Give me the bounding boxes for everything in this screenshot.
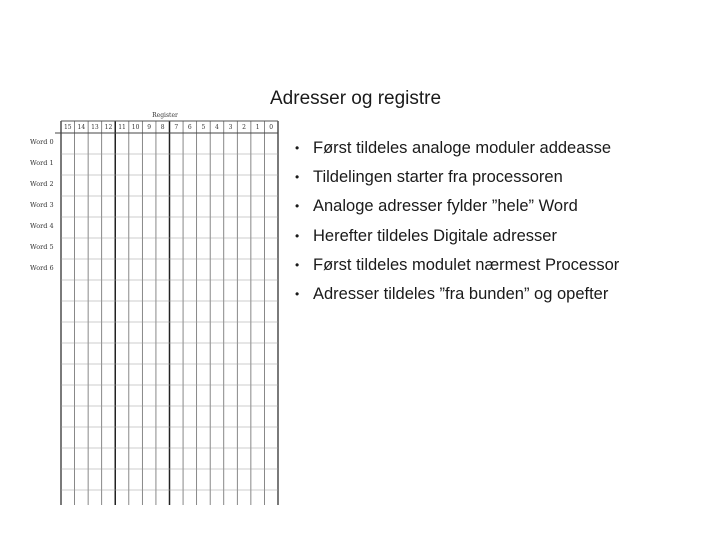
word-label: Word 5: [30, 243, 54, 251]
bullet-text: Analoge adresser fylder ”hele” Word: [313, 197, 578, 216]
bit-label: 11: [118, 124, 126, 131]
bit-label: 3: [228, 124, 233, 131]
bit-label: 8: [160, 124, 165, 131]
word-label: Word 1: [30, 159, 54, 167]
bit-label: 7: [174, 124, 179, 131]
bullet-dot-icon: •: [295, 199, 300, 214]
bit-label: 6: [187, 124, 192, 131]
bullet-dot-icon: •: [295, 170, 300, 185]
word-labels: [30, 138, 54, 272]
grid-lines: [55, 121, 278, 505]
word-label: Word 3: [30, 201, 54, 209]
word-label: Word 6: [30, 264, 54, 272]
word-label: Word 4: [30, 222, 54, 230]
bullet-dot-icon: •: [295, 287, 300, 302]
bit-label: 13: [91, 124, 99, 131]
bit-label: 4: [215, 124, 219, 131]
bit-label: 12: [104, 124, 113, 131]
bit-label: 2: [242, 124, 247, 131]
bit-label: 14: [77, 124, 86, 131]
bullet-text: Først tildeles analoge moduler addeasse: [313, 139, 612, 157]
bullet-text: Tildelingen starter fra processoren: [313, 168, 563, 187]
bullet-text: Først tildeles modulet nærmest Processor: [313, 255, 620, 274]
bit-label: 0: [269, 124, 274, 131]
bit-label: 1: [255, 124, 260, 131]
bullet-text: Herefter tildeles Digitale adresser: [313, 226, 557, 245]
word-label: Word 2: [30, 180, 54, 188]
bullet-text: Adresser tildeles ”fra bunden” og opefter: [313, 285, 609, 304]
bit-labels: [64, 124, 273, 131]
bullet-dot-icon: •: [295, 141, 300, 155]
slide-title: Adresser og registre: [270, 88, 442, 109]
word-label: Word 0: [30, 138, 54, 146]
bullet-dot-icon: •: [295, 257, 300, 272]
bit-label: 5: [201, 124, 206, 131]
bit-label: 15: [63, 124, 72, 131]
bit-label: 9: [147, 124, 152, 131]
register-header-label: Register: [152, 112, 178, 119]
bit-label: 10: [131, 124, 140, 131]
bullet-dot-icon: •: [295, 228, 300, 243]
